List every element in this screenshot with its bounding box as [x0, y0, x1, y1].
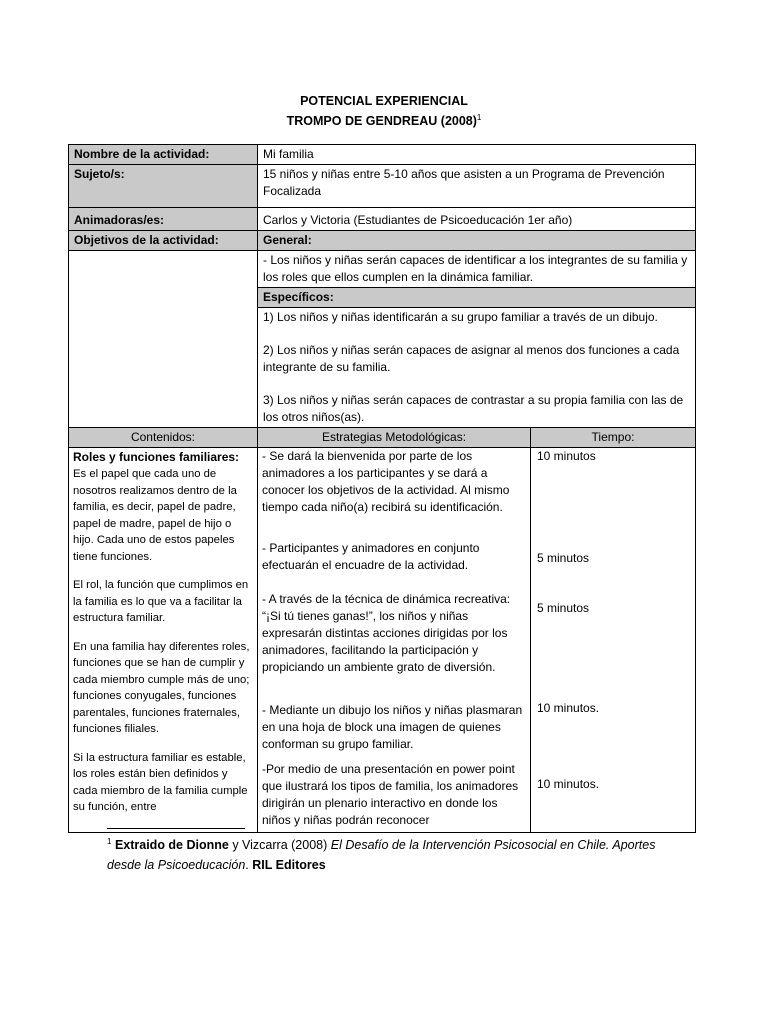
roles-heading: Roles y funciones familiares: — [73, 450, 240, 464]
roles-paragraph-2: El rol, la función que cumplimos en la familia es lo que va a facilitar la estructura familiar. — [73, 579, 249, 624]
footnote-y: y — [228, 838, 243, 853]
estrategia-4: - Mediante un dibujo los niños y niñas plasmaran en una hoja de block una imagen de quienes conforman su grupo familiar. — [262, 703, 523, 751]
estrategia-5: -Por medio de una presentación en power point que ilustrará los tipos de familia, los animadores dirigirán un plenario interactivo en donde los niños y niñas podrán reconocer — [262, 762, 519, 827]
footnote-separator — [107, 828, 245, 829]
footnote-number: 1 — [107, 837, 112, 846]
tiempo-2: 5 minutos — [537, 551, 590, 565]
tiempo-5: 10 minutos. — [537, 777, 600, 791]
estrategia-2: - Participantes y animadores en conjunto efectuarán el encuadre de la actividad. — [262, 541, 480, 572]
col-header-tiempo: Tiempo: — [531, 428, 696, 448]
footnote-after-title: . — [245, 858, 253, 873]
table-row-animadoras — [69, 208, 696, 231]
especificos-label: Específicos: — [258, 288, 696, 308]
footnote-year: (2008) — [287, 838, 331, 853]
table-row-nombre — [69, 145, 696, 165]
footnote-book-title: El Desafío de la Intervención Psicosocial en Chile. Aportes desde la Psicoeducación — [107, 838, 656, 873]
estrategia-1: - Se dará la bienvenida por parte de los animadores a los participantes y se dará a conocer los objetivos de la actividad. Al mismo tiempo cada niño(a) recibirá su identificación. — [262, 449, 510, 514]
footnote-bold: Extraido de Dionne — [114, 838, 229, 853]
footnote — [107, 832, 667, 875]
footnote-publisher: RIL Editores — [252, 858, 326, 873]
especificos-cell — [258, 308, 696, 428]
roles-paragraph-4: Si la estructura familiar es estable, los roles están bien definidos y cada miembro de la familia cumple su función, entre — [73, 751, 248, 813]
especifico-3: 3) Los niños y niñas serán capaces de contrastar a su propia familia con las de los otros niños(as). — [263, 393, 684, 424]
table-row-column-headers — [69, 428, 696, 448]
col-header-estrategias: Estrategias Metodológicas: — [258, 428, 531, 448]
document-title: POTENCIAL EXPERIENCIAL — [300, 94, 468, 108]
tiempo-4: 10 minutos. — [537, 701, 600, 715]
animadoras-value: Carlos y Victoria (Estudiantes de Psicoeducación 1er año) — [258, 208, 696, 231]
objetivos-label: Objetivos de la actividad: — [69, 231, 258, 251]
table-row-general — [69, 251, 696, 288]
nombre-label: Nombre de la actividad: — [69, 145, 258, 165]
roles-paragraph-1: Es el papel que cada uno de nosotros realizamos dentro de la familia, es decir, papel de padre, papel de madre, papel de hijo o hijo. Cada uno de estos papeles tiene funciones. — [73, 468, 237, 563]
contenidos-cell — [69, 448, 258, 833]
footnote-ref: 1 — [476, 113, 482, 122]
table-row-contenidos — [69, 448, 696, 833]
especifico-2: 2) Los niños y niñas serán capaces de asignar al menos dos funciones a cada integrante de su familia. — [263, 343, 680, 374]
tiempo-cell — [531, 448, 696, 833]
sujeto-label: Sujeto/s: — [69, 165, 258, 208]
subtitle-text: TROMPO DE GENDREAU (2008) — [286, 114, 477, 129]
especifico-1: 1) Los niños y niñas identificarán a su grupo familiar a través de un dibujo. — [263, 310, 658, 324]
objetivos-empty-cell — [69, 251, 258, 428]
estrategia-3: - A través de la técnica de dinámica recreativa: “¡Si tú tienes ganas!”, los niños y niñas expresarán distintas acciones dirigidas por los animadores, facilitando la participación y propiciando un ambiente grato de diversión. — [262, 592, 511, 674]
tiempo-1: 10 minutos — [537, 449, 596, 463]
col-header-contenidos: Contenidos: — [69, 428, 258, 448]
general-text: - Los niños y niñas serán capaces de identificar a los integrantes de su familia y los roles que ellos cumplen en la dinámica familiar. — [258, 251, 696, 288]
sujeto-value: 15 niños y niñas entre 5-10 años que asisten a un Programa de Prevención Focalizada — [258, 165, 696, 208]
estrategias-cell — [258, 448, 531, 833]
general-label: General: — [258, 231, 696, 251]
roles-paragraph-3: En una familia hay diferentes roles, funciones que se han de cumplir y cada miembro cumple más de uno; funciones conyugales, funciones parentales, funciones fraternales, funciones filiales. — [73, 640, 250, 735]
nombre-value: Mi familia — [258, 145, 696, 165]
tiempo-3: 5 minutos — [537, 601, 590, 615]
footnote-author2: Vizcarra — [242, 838, 288, 853]
document-subtitle — [0, 110, 768, 129]
animadoras-label: Animadoras/es: — [69, 208, 258, 231]
activity-table — [68, 144, 696, 833]
table-row-objetivos — [69, 231, 696, 251]
table-row-sujeto — [69, 165, 696, 208]
